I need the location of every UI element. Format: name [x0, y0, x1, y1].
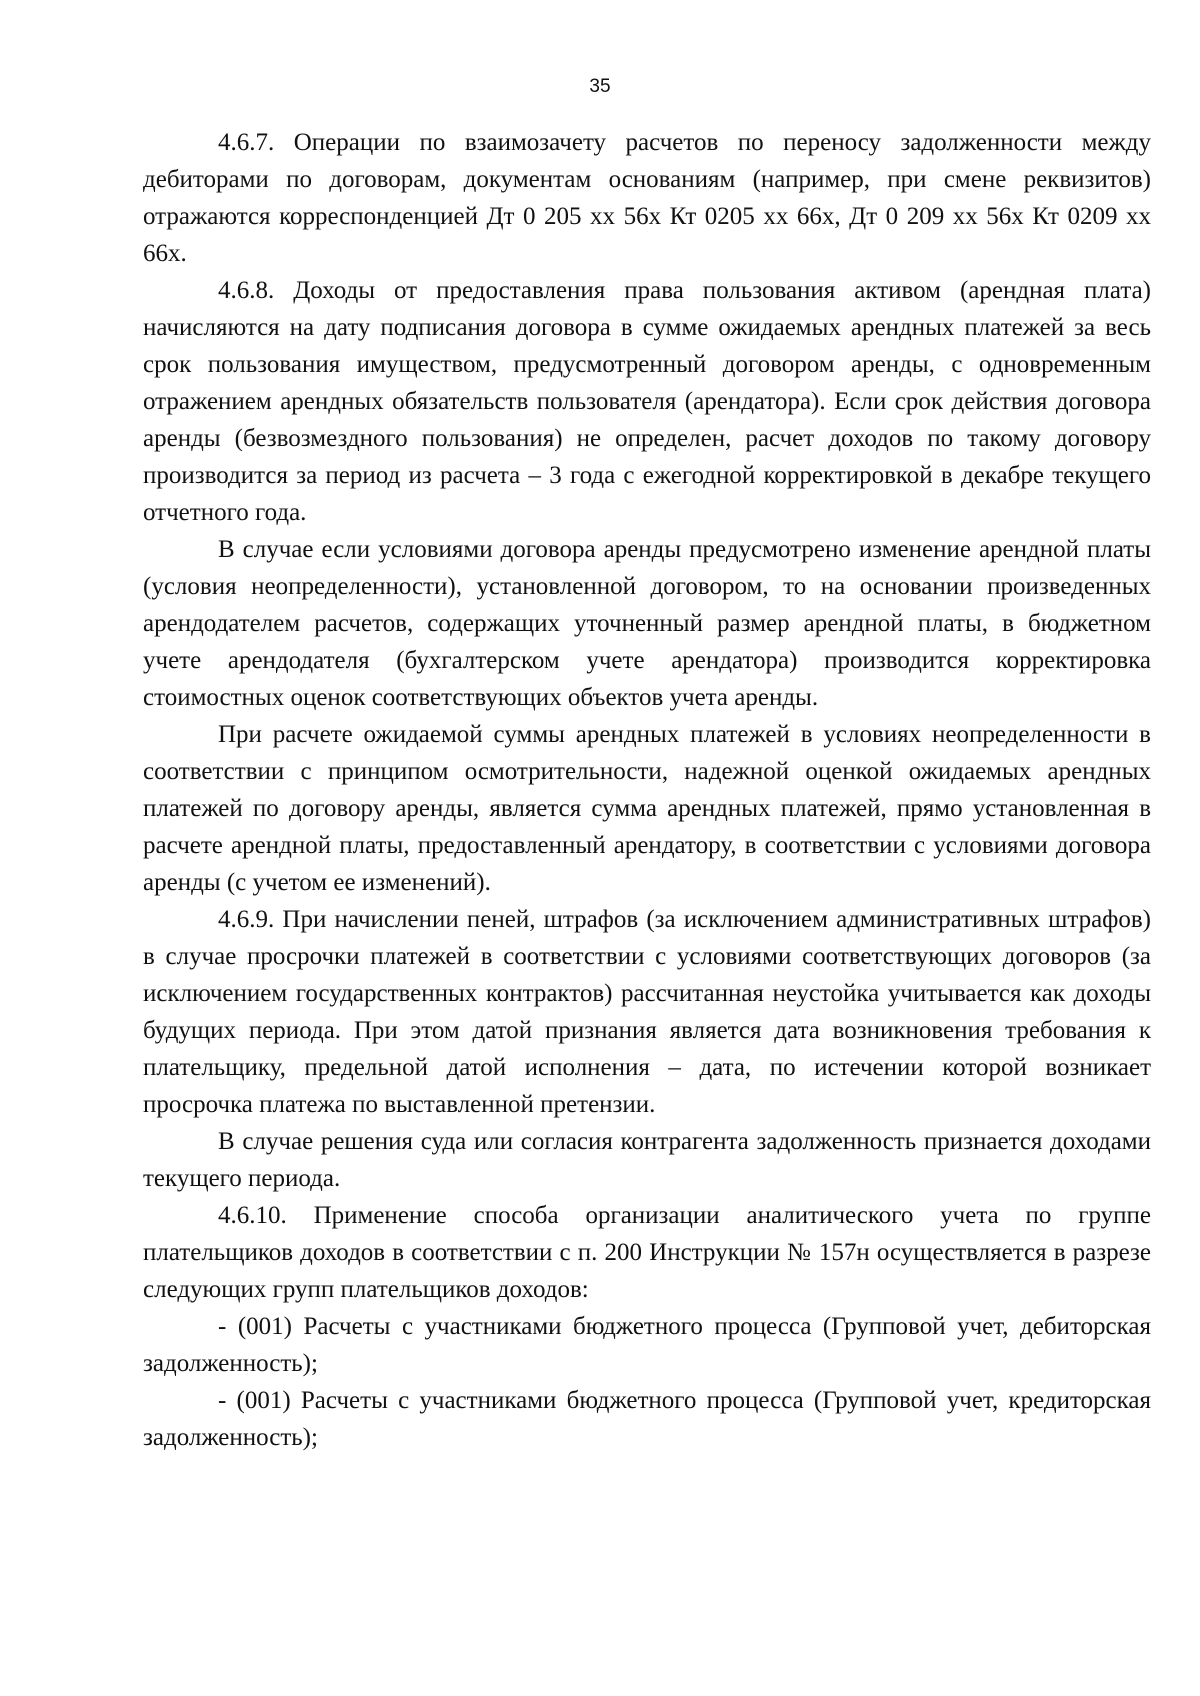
paragraph-4-6-10: 4.6.10. Применение способа организации аналитического учета по группе плательщиков доходов в соответствии с п. 200 Инструкции № 157н осуществляется в разрезе следующих групп плательщиков доходов:: [143, 1202, 1151, 1303]
paragraph-4-6-8: 4.6.8. Доходы от предоставления права пользования активом (арендная плата) начисляются на дату подписания договора в сумме ожидаемых арендных платежей за весь срок пользования имуществом, предусмотренный договором аренды, с одновременным отражением арендных обязательств пользователя (арендатора). Если срок действия договора аренды (безвозмездного пользования) не определен, расчет доходов по такому договору производится за период из расчета – 3 года с ежегодной корректировкой в декабре текущего отчетного года.: [143, 277, 1151, 526]
paragraph-court-decision: В случае решения суда или согласия контрагента задолженность признается доходами текущего периода.: [143, 1128, 1151, 1192]
paragraph-4-6-9: 4.6.9. При начислении пеней, штрафов (за исключением административных штрафов) в случае просрочки платежей в соответствии с условиями соответствующих договоров (за исключением государственных контрактов) рассчитанная неустойка учитывается как доходы будущих периода. При этом датой признания является дата возникновения требования к плательщику, предельной датой исполнения – дата, по истечении которой возникает просрочка платежа по выставленной претензии.: [143, 906, 1151, 1118]
list-item-receivables: - (001) Расчеты с участниками бюджетного процесса (Групповой учет, дебиторская задолженность);: [143, 1313, 1151, 1377]
paragraph-rent-estimate: При расчете ожидаемой суммы арендных платежей в условиях неопределенности в соответствии с принципом осмотрительности, надежной оценкой ожидаемых арендных платежей по договору аренды, является сумма арендных платежей, прямо установленная в расчете арендной платы, предоставленный арендатору, в соответствии с условиями договора аренды (с учетом ее изменений).: [143, 721, 1151, 896]
document-body: [143, 124, 1151, 1456]
paragraph-4-6-7: 4.6.7. Операции по взаимозачету расчетов по переносу задолженности между дебиторами по договорам, документам основаниям (например, при смене реквизитов) отражаются корреспонденцией Дт 0 205 хх 56х Кт 0205 хх 66х, Дт 0 209 хх 56х Кт 0209 хх 66х.: [143, 129, 1151, 267]
list-item-payables: - (001) Расчеты с участниками бюджетного процесса (Групповой учет, кредиторская задолженность);: [143, 1387, 1151, 1451]
page-number: 35: [589, 76, 611, 97]
paragraph-rent-change: В случае если условиями договора аренды предусмотрено изменение арендной платы (условия неопределенности), установленной договором, то на основании произведенных арендодателем расчетов, содержащих уточненный размер арендной платы, в бюджетном учете арендодателя (бухгалтерском учете арендатора) производится корректировка стоимостных оценок соответствующих объектов учета аренды.: [143, 536, 1151, 711]
